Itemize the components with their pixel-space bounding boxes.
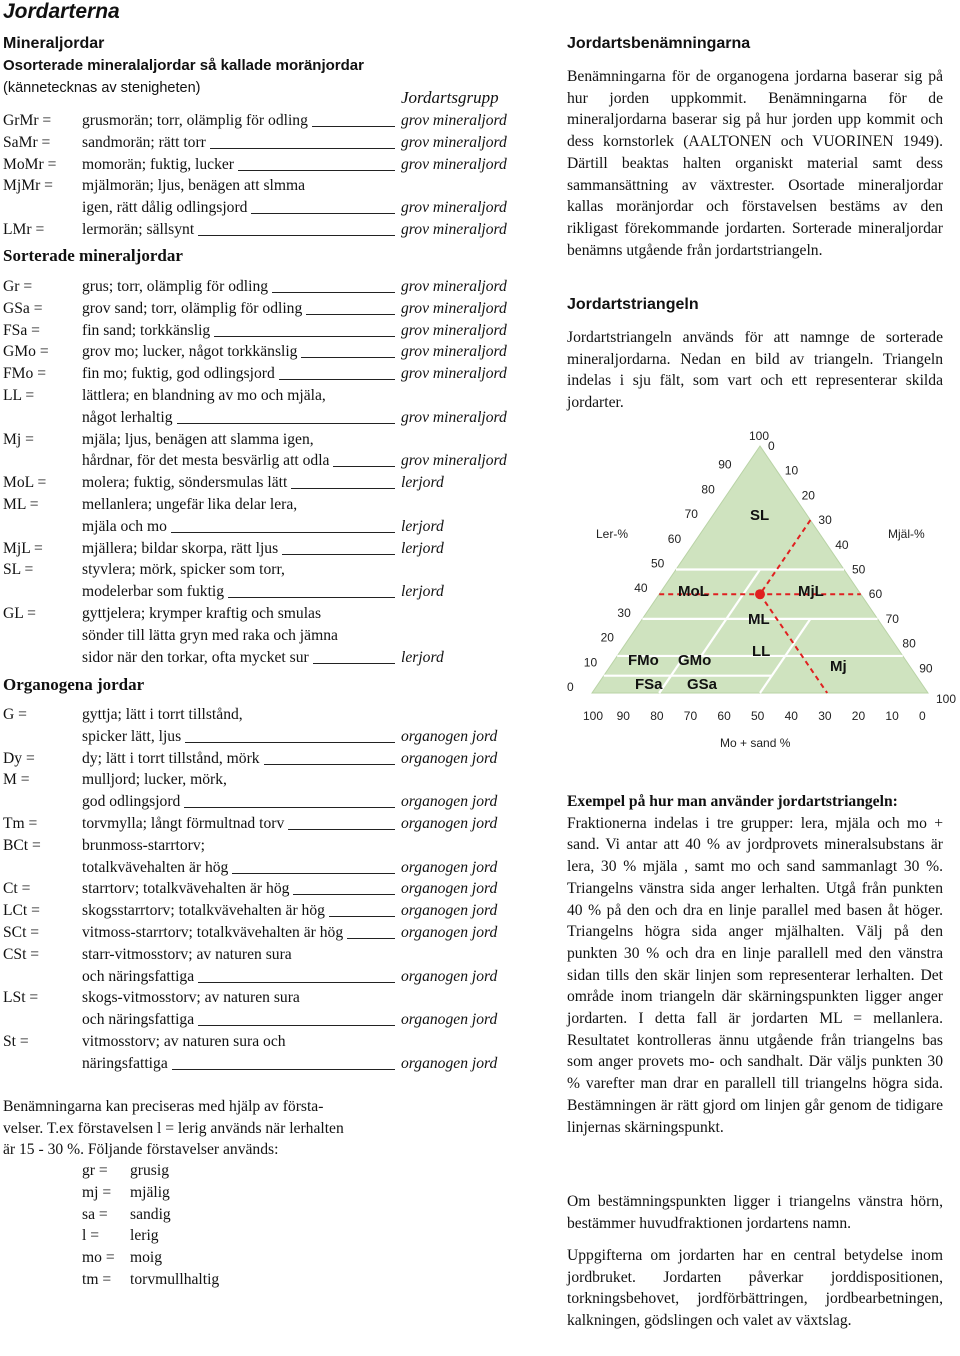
- soil-group: organogen jord: [401, 858, 498, 876]
- paragraph-importance: Uppgifterna om jordarten har en central betydelse inom jordbruket. Jordarten påverkar jorddispositionen, torkningsbehovet, jordförbättringen, jordbearbetningen, kalkningen, gödslingen och valet av växtslag.: [567, 1247, 943, 1330]
- sand-tick-label: 10: [885, 709, 899, 723]
- soil-group: grov mineraljord: [401, 452, 507, 470]
- clay-tick-label: 10: [583, 655, 598, 670]
- soil-description: brunmoss-starrtorv;: [82, 836, 205, 854]
- soil-description: skogs-vitmosstorv; av naturen sura: [82, 989, 300, 1007]
- soil-description: mjälmorän; ljus, benägen att slmma: [82, 177, 306, 195]
- leader-line: [306, 314, 395, 315]
- leader-line: [312, 126, 395, 127]
- field-label-fsa: FSa: [635, 676, 663, 693]
- soil-abbr: FMo =: [3, 365, 47, 383]
- triangle-heading: Jordartstriangeln: [567, 296, 699, 313]
- clay-tick-label: 0: [567, 680, 574, 694]
- soil-description: och näringsfattiga: [82, 1011, 195, 1029]
- soil-description: sidor när den torkar, ofta mycket sur: [82, 648, 309, 666]
- soil-abbr: BCt =: [3, 836, 41, 854]
- soil-description: mjällera; bildar skorpa, rätt ljus: [82, 539, 279, 557]
- soil-group: grov mineraljord: [401, 221, 507, 238]
- leader-line: [232, 873, 395, 874]
- triangle-text: Jordartstriangeln används för att namnge de sorterade mineraljordarna. Nedan en bild av triangeln. Triangeln indelas i sju fält, som vart och ett representerar skilda jordarter.: [567, 329, 943, 412]
- soil-description: starrtorv; totalkvävehalten är hög: [82, 880, 290, 898]
- soil-description: igen, rätt dålig odlingsjord: [82, 199, 248, 217]
- soil-description: god odlingsjord: [82, 793, 181, 811]
- clay-tick-label: 20: [600, 630, 614, 645]
- soil-group: organogen jord: [401, 880, 498, 898]
- soil-group: organogen jord: [401, 1011, 498, 1029]
- leader-line: [333, 466, 395, 467]
- prefix-abbr: l =: [82, 1227, 100, 1245]
- soil-group: lerjord: [401, 517, 444, 535]
- unsorted-subheading: Osorterade mineralaljordar så kallade moränjordar: [3, 57, 364, 74]
- soil-description: grusmorän; torr, olämplig för odling: [82, 112, 308, 129]
- silt-tick-label: 40: [835, 537, 849, 552]
- sand-axis-label: Mo + sand %: [720, 736, 791, 750]
- prefix-meaning: lerig: [130, 1227, 159, 1245]
- soil-group: grov mineraljord: [401, 133, 507, 151]
- soil-abbr: SL =: [3, 561, 34, 579]
- leader-line: [291, 488, 395, 489]
- prefix-meaning: grusig: [130, 1162, 169, 1179]
- paragraph-main-fraction: Om bestämningspunkten ligger i triangelns vänstra hörn, bestämmer huvudfraktionen jordartens namn.: [567, 1193, 943, 1232]
- leader-line: [172, 1069, 395, 1070]
- field-label-ll: LL: [752, 643, 771, 660]
- soil-description: hårdnar, för det mesta besvärlig att odla: [82, 452, 330, 470]
- soil-abbr: LCt =: [3, 902, 40, 920]
- soil-group: organogen jord: [401, 902, 498, 920]
- sand-tick-label: 60: [717, 709, 731, 723]
- soil-description: fin mo; fuktig, god odlingsjord: [82, 365, 275, 383]
- soil-description: modelerbar som fuktig: [82, 583, 225, 601]
- field-label-ml: ML: [748, 611, 770, 628]
- soil-description: grus; torr, olämplig för odling: [82, 278, 269, 295]
- soil-description: något lerhaltig: [82, 408, 173, 426]
- soil-description: grov sand; torr, olämplig för odling: [82, 299, 303, 317]
- soil-description: mellanlera; ungefär lika delar lera,: [82, 496, 298, 513]
- silt-tick-label: 50: [852, 562, 866, 577]
- leader-line: [282, 554, 395, 555]
- leader-line: [228, 597, 395, 598]
- prefix-meaning: sandig: [130, 1205, 171, 1223]
- soil-description: gyttjelera; krymper kraftig och smulas: [82, 605, 322, 622]
- soil-abbr: LSt =: [3, 989, 39, 1007]
- field-label-gmo: GMo: [678, 652, 712, 669]
- soil-group: organogen jord: [401, 793, 498, 811]
- soil-description: mjäla och mo: [82, 517, 167, 535]
- silt-tick-label: 20: [801, 488, 815, 503]
- example-heading: Exempel på hur man använder jordartstriangeln:: [567, 793, 898, 810]
- leader-line: [198, 982, 395, 983]
- unsorted-note: (kännetecknas av stenigheten): [3, 80, 201, 96]
- soil-abbr: Mj =: [3, 430, 34, 448]
- soil-description: fin sand; torkkänslig: [82, 321, 211, 339]
- leader-line: [251, 213, 395, 214]
- soil-abbr: SCt =: [3, 924, 40, 941]
- soil-description: skogsstarrtorv; totalkvävehalten är hög: [82, 902, 325, 920]
- clay-tick-label: 70: [684, 507, 698, 522]
- soil-description: mjäla; ljus, benägen att slamma igen,: [82, 430, 314, 448]
- soil-abbr: GMo =: [3, 343, 49, 361]
- soil-abbr: MoMr =: [3, 155, 57, 173]
- sand-tick-label: 40: [784, 709, 798, 723]
- soil-description: lättlera; en blandning av mo och mjäla,: [82, 387, 326, 404]
- soil-texture-triangle: [560, 425, 960, 770]
- soil-group: lerjord: [401, 648, 444, 666]
- soil-description: totalkvävehalten är hög: [82, 858, 229, 876]
- leader-line: [184, 807, 395, 808]
- field-label-mj: Mj: [830, 658, 847, 675]
- soil-description: spicker lätt, ljus: [82, 727, 182, 745]
- soil-group: lerjord: [401, 583, 444, 601]
- soil-description: vitmoss-starrtorv; totalkvävehalten är hög: [82, 924, 344, 941]
- leader-line: [301, 357, 395, 358]
- soil-group: organogen jord: [401, 749, 498, 767]
- leader-line: [185, 742, 395, 743]
- leader-line: [264, 764, 395, 765]
- soil-abbr: GSa =: [3, 299, 43, 317]
- clay-tick-label: 40: [634, 581, 648, 596]
- clay-tick-label: 90: [718, 457, 732, 472]
- soil-description: sönder till lätta gryn med raka och jämna: [82, 626, 338, 644]
- leader-line: [238, 170, 395, 171]
- soil-group: lerjord: [401, 474, 444, 492]
- mineral-heading: Mineraljordar: [3, 35, 105, 52]
- prefix-intro-line: är 15 - 30 %. Följande förstavelser används:: [3, 1141, 279, 1159]
- field-label-gsa: GSa: [687, 676, 718, 693]
- prefix-meaning: torvmullhaltig: [130, 1271, 220, 1288]
- field-label-fmo: FMo: [628, 652, 659, 669]
- page-title: Jordarterna: [3, 0, 120, 23]
- leader-line: [347, 938, 395, 939]
- group-header: Jordartsgrupp: [401, 88, 499, 107]
- soil-abbr: Dy =: [3, 749, 35, 767]
- leader-line: [177, 423, 395, 424]
- soil-description: näringsfattiga: [82, 1054, 168, 1072]
- soil-abbr: GL =: [3, 605, 36, 622]
- leader-line: [272, 292, 395, 293]
- soil-abbr: MjL =: [3, 539, 43, 557]
- prefix-abbr: tm =: [82, 1271, 112, 1288]
- soil-description: och näringsfattiga: [82, 967, 195, 985]
- sand-tick-label: 100: [583, 709, 604, 723]
- sorted-heading: Sorterade mineraljordar: [3, 246, 183, 265]
- prefix-abbr: gr =: [82, 1162, 108, 1179]
- prefix-abbr: mj =: [82, 1183, 112, 1201]
- soil-group: grov mineraljord: [401, 278, 507, 295]
- leader-line: [171, 532, 395, 533]
- soil-group: grov mineraljord: [401, 343, 507, 361]
- soil-group: grov mineraljord: [401, 299, 507, 317]
- leader-line: [214, 336, 395, 337]
- soil-description: molera; fuktig, söndersmulas lätt: [82, 474, 288, 492]
- leader-line: [313, 663, 395, 664]
- soil-abbr: G =: [3, 706, 27, 723]
- soil-description: grov mo; lucker, något torkkänslig: [82, 343, 298, 361]
- prefix-intro-line: velser. T.ex förstavelsen l = lerig används när lerhalten: [3, 1119, 344, 1137]
- prefix-intro: [3, 1096, 393, 1161]
- clay-tick-label: 100: [749, 429, 770, 443]
- prefix-abbr: mo =: [82, 1249, 115, 1267]
- organic-heading: Organogena jordar: [3, 675, 145, 694]
- silt-tick-label: 90: [919, 661, 933, 676]
- soil-abbr: M =: [3, 771, 30, 789]
- silt-tick-label: 100: [936, 692, 957, 706]
- prefix-meaning: moig: [130, 1249, 163, 1267]
- soil-description: mulljord; lucker, mörk,: [82, 771, 227, 789]
- soil-group: grov mineraljord: [401, 112, 507, 129]
- silt-tick-label: 60: [868, 587, 883, 602]
- soil-description: styvlera; mörk, spicker som torr,: [82, 561, 285, 579]
- sand-tick-label: 70: [683, 709, 698, 723]
- soil-description: momorän; fuktig, lucker: [82, 155, 235, 173]
- soil-group: organogen jord: [401, 727, 498, 745]
- soil-description: vitmosstorv; av naturen sura och: [82, 1033, 286, 1050]
- soil-abbr: CSt =: [3, 945, 40, 963]
- soil-description: dy; lätt i torrt tillstånd, mörk: [82, 749, 260, 767]
- clay-tick-label: 60: [667, 531, 682, 546]
- field-label-sl: SL: [750, 507, 770, 524]
- leader-line: [329, 916, 395, 917]
- clay-tick-label: 30: [617, 605, 631, 620]
- soil-abbr: FSa =: [3, 321, 40, 339]
- soil-group: grov mineraljord: [401, 408, 507, 426]
- soil-abbr: SaMr =: [3, 133, 51, 151]
- sand-tick-label: 20: [851, 709, 866, 723]
- sand-tick-label: 50: [751, 709, 765, 723]
- soil-group: grov mineraljord: [401, 155, 507, 173]
- prefix-intro-line: Benämningarna kan preciseras med hjälp av första-: [3, 1098, 324, 1115]
- soil-abbr: LMr =: [3, 221, 45, 238]
- soil-group: grov mineraljord: [401, 365, 507, 383]
- sand-tick-label: 90: [616, 709, 630, 723]
- leader-line: [293, 894, 395, 895]
- soil-abbr: Tm =: [3, 815, 38, 832]
- silt-tick-label: 0: [768, 439, 775, 453]
- leader-line: [279, 379, 395, 380]
- soil-group: grov mineraljord: [401, 321, 507, 339]
- soil-abbr: Ct =: [3, 880, 31, 898]
- soil-group: grov mineraljord: [401, 199, 507, 217]
- soil-abbr: Gr =: [3, 278, 33, 295]
- silt-axis-label: Mjäl-%: [888, 527, 925, 541]
- soil-abbr: LL =: [3, 387, 35, 404]
- soil-group: organogen jord: [401, 815, 498, 832]
- field-label-mjl: MjL: [798, 583, 824, 600]
- silt-tick-label: 10: [784, 463, 799, 478]
- leader-line: [198, 235, 395, 236]
- sand-tick-label: 80: [650, 709, 664, 723]
- sand-tick-label: 30: [818, 709, 832, 723]
- soil-description: gyttja; lätt i torrt tillstånd,: [82, 706, 243, 723]
- soil-group: organogen jord: [401, 924, 498, 941]
- soil-group: organogen jord: [401, 967, 498, 985]
- soil-abbr: GrMr =: [3, 112, 52, 129]
- example-point: [755, 589, 765, 599]
- prefix-meaning: mjälig: [130, 1183, 170, 1201]
- soil-description: starr-vitmosstorv; av naturen sura: [82, 945, 292, 963]
- names-text: Benämningarna för de organogena jordarna baserar sig på hur jorden uppkommit. Benämningarna för de mineraljordarna baserar sig på hur jorden upp kommit och dess kornstorlek (AALTONEN och VUORINEN 1949). Därtill beaktas halten organiskt material samt dess sammansättning av växtrester. Osortade mineraljordar kallas moränjordar och förstavelsen bestäms av den rikligast förekommande jordarten. Sorterade mineraljordar benämns utgående från jordartstriangeln.: [567, 68, 943, 259]
- leader-line: [288, 829, 395, 830]
- soil-group: organogen jord: [401, 1054, 498, 1072]
- soil-description: lermorän; sällsynt: [82, 221, 195, 238]
- field-label-mol: MoL: [678, 583, 709, 600]
- soil-description: sandmorän; rätt torr: [82, 133, 206, 151]
- leader-line: [210, 148, 395, 149]
- soil-abbr: St =: [3, 1033, 29, 1050]
- names-heading: Jordartsbenämningarna: [567, 35, 751, 52]
- clay-tick-label: 80: [701, 482, 715, 497]
- silt-tick-label: 80: [902, 636, 916, 651]
- silt-tick-label: 70: [885, 611, 899, 626]
- leader-line: [198, 1025, 395, 1026]
- soil-abbr: MjMr =: [3, 177, 53, 195]
- soil-abbr: MoL =: [3, 474, 47, 492]
- prefix-abbr: sa =: [82, 1205, 108, 1223]
- example-text: Fraktionerna indelas i tre grupper: lera, mjäla och mo + sand. Vi antar att 40 % av jordprovets mineralsubstans är lera, 30 % mjäla , samt mo och sand sammanlagt 30 %. Triangelns vänstra sida anger lerhalten. Utgå från punkten 40 % på den och dra en linje parallel med basen åt höger. Triangelns högra sida anger mjälhalten. Välj på den punkten 30 % och dra en linje parallell med den vänstra sidan tills den skär linjen som representerar lerhalten. Det område inom triangeln där skärningspunkten ligger anger jordarten. I detta fall är jordarten ML = mellanlera. Resultatet kontrolleras ännu utgående från triangelns bas som anger provets mo- och sandhalt. Där väljs punkten 30 % varefter man drar en parallell till triangelns högra sida. Bestämningen är rätt gjord om linjen går genom de tidigare linjernas skärningspunkt.: [567, 814, 943, 1136]
- soil-abbr: ML =: [3, 496, 39, 513]
- sand-tick-label: 0: [919, 709, 926, 723]
- silt-tick-label: 30: [818, 513, 832, 528]
- example-block: [567, 791, 943, 1138]
- clay-axis-label: Ler-%: [596, 527, 629, 541]
- soil-description: torvmylla; långt förmultnad torv: [82, 815, 285, 832]
- clay-tick-label: 50: [651, 556, 665, 571]
- soil-group: lerjord: [401, 539, 444, 557]
